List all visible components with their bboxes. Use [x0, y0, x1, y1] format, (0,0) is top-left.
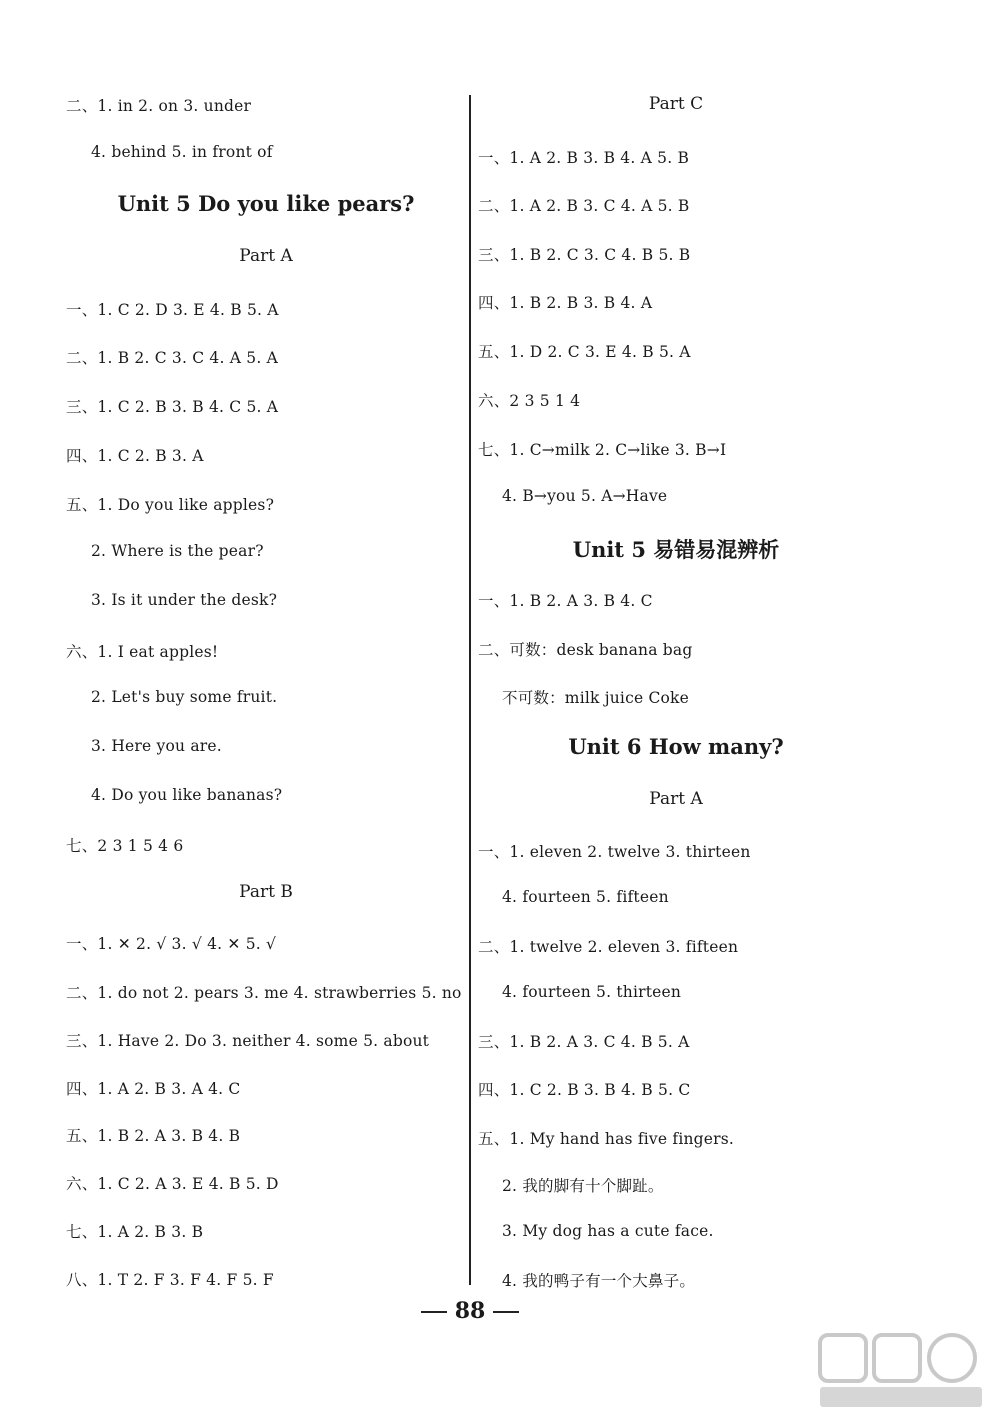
answer-line: 七、2 3 1 5 4 6 — [66, 837, 184, 855]
answer-line: 一、1. B 2. A 3. B 4. C — [478, 592, 653, 610]
answer-line: 4. behind 5. in front of — [91, 143, 273, 161]
answer-line: 2. Let's buy some fruit. — [91, 688, 278, 706]
answer-line: 六、1. I eat apples! — [66, 643, 219, 661]
answer-line: 三、1. B 2. A 3. C 4. B 5. A — [478, 1033, 690, 1051]
column-divider — [469, 95, 471, 1285]
unit6-part-a-title: Part A — [649, 789, 703, 809]
answer-line: 四、1. A 2. B 3. A 4. C — [66, 1080, 241, 1098]
answer-line: 3. Here you are. — [91, 737, 222, 755]
dash-right — [493, 1311, 519, 1313]
unit5-title: Unit 5 Do you like pears? — [117, 191, 415, 216]
answer-line: 二、1. twelve 2. eleven 3. fifteen — [478, 938, 739, 956]
answer-line: 不可数：milk juice Coke — [502, 689, 690, 707]
watermark-logo — [816, 1331, 986, 1411]
answer-line: 2. Where is the pear? — [91, 542, 264, 560]
answer-line: 三、1. Have 2. Do 3. neither 4. some 5. about — [66, 1032, 430, 1050]
answer-line: 二、1. A 2. B 3. C 4. A 5. B — [478, 197, 690, 215]
answer-line: 四、1. B 2. B 3. B 4. A — [478, 294, 653, 312]
answer-line: 3. My dog has a cute face. — [502, 1222, 714, 1240]
dash-left — [421, 1311, 447, 1313]
answer-line: 4. B→you 5. A→Have — [502, 487, 668, 505]
answer-line: 二、可数：desk banana bag — [478, 641, 693, 659]
answer-line: 4. 我的鸭子有一个大鼻子。 — [502, 1272, 696, 1290]
part-a-title: Part A — [239, 246, 293, 266]
answer-line: 一、1. eleven 2. twelve 3. thirteen — [478, 843, 751, 861]
answer-line: 五、1. D 2. C 3. E 4. B 5. A — [478, 343, 691, 361]
unit6-title: Unit 6 How many? — [568, 734, 784, 759]
answer-line: 四、1. C 2. B 3. A — [66, 447, 204, 465]
answer-line: 二、1. in 2. on 3. under — [66, 97, 252, 115]
answer-line: 八、1. T 2. F 3. F 4. F 5. F — [66, 1271, 274, 1289]
answer-line: 五、1. My hand has five fingers. — [478, 1130, 735, 1148]
answer-line: 一、1. A 2. B 3. B 4. A 5. B — [478, 149, 690, 167]
answer-line: 3. Is it under the desk? — [91, 591, 278, 609]
answer-line: 七、1. C→milk 2. C→like 3. B→I — [478, 441, 727, 459]
answer-line: 4. fourteen 5. thirteen — [502, 983, 682, 1001]
answer-line: 三、1. C 2. B 3. B 4. C 5. A — [66, 398, 279, 416]
answer-line: 四、1. C 2. B 3. B 4. B 5. C — [478, 1081, 691, 1099]
part-b-title: Part B — [239, 882, 293, 902]
answer-line: 二、1. B 2. C 3. C 4. A 5. A — [66, 349, 278, 367]
answer-line: 五、1. B 2. A 3. B 4. B — [66, 1127, 241, 1145]
part-c-title: Part C — [648, 94, 704, 114]
answer-line: 4. Do you like bananas? — [91, 786, 283, 804]
answer-line: 七、1. A 2. B 3. B — [66, 1223, 204, 1241]
answer-line: 六、1. C 2. A 3. E 4. B 5. D — [66, 1175, 279, 1193]
answer-line: 六、2 3 5 1 4 — [478, 392, 581, 410]
answer-line: 一、1. ✕ 2. √ 3. √ 4. ✕ 5. √ — [66, 935, 277, 953]
answer-line: 三、1. B 2. C 3. C 4. B 5. B — [478, 246, 691, 264]
answer-line: 二、1. do not 2. pears 3. me 4. strawberries 5. no — [66, 984, 462, 1002]
page-number — [0, 1298, 940, 1324]
answer-line: 一、1. C 2. D 3. E 4. B 5. A — [66, 301, 279, 319]
answer-line: 4. fourteen 5. fifteen — [502, 888, 669, 906]
page-number-text: 88 — [454, 1298, 486, 1324]
answer-line: 2. 我的脚有十个脚趾。 — [502, 1177, 664, 1195]
unit5-confusion-title: Unit 5 易错易混辨析 — [572, 537, 780, 562]
answer-line: 五、1. Do you like apples? — [66, 496, 275, 514]
